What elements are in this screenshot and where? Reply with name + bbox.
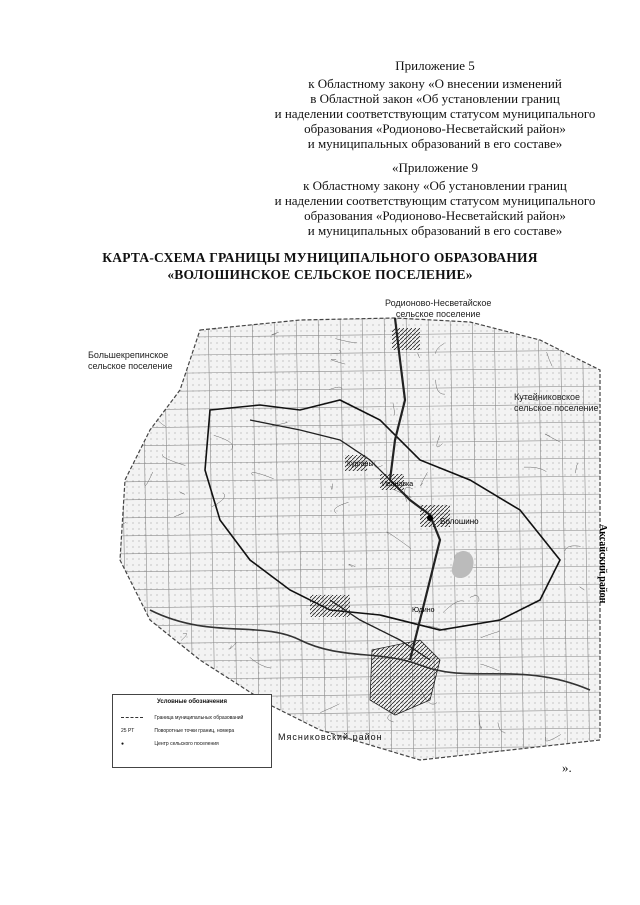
label-west-line-2: сельское поселение — [88, 361, 173, 371]
label-north-neighbor — [385, 298, 491, 320]
legend-points-symbol: 25 PT — [121, 728, 135, 734]
legend-center-symbol: ● — [121, 741, 125, 747]
label-north-line-2: сельское поселение — [395, 309, 481, 319]
legend-row-center — [121, 741, 219, 747]
appendix-5-heading: Приложение 5 — [395, 58, 475, 73]
legend-title: Условные обозначения — [157, 699, 227, 705]
legend-boundary-label: Граница муниципальных образований — [154, 715, 244, 721]
terrain-line — [156, 389, 161, 392]
appendix-5-line: образования «Родионово-Несветайский район» — [304, 121, 566, 136]
settlement-north — [392, 328, 420, 350]
map-title-line-2: «ВОЛОШИНСКОЕ СЕЛЬСКОЕ ПОСЕЛЕНИЕ» — [167, 267, 473, 282]
legend-center-label: Центр сельского поселения — [154, 741, 219, 747]
label-north-line-1: Родионово-Несветайское — [385, 298, 492, 308]
label-yudino: Юдино — [412, 607, 435, 614]
label-east-district-text: Аксайский район — [597, 524, 608, 604]
label-east-neighbor — [514, 392, 599, 414]
terrain-line — [116, 653, 124, 666]
appendix-9-heading: «Приложение 9 — [391, 160, 479, 175]
closing-quote: ». — [562, 760, 572, 775]
appendix-5-line: в Областной закон «Об установлении границ — [310, 91, 560, 106]
settlement-yudino — [310, 595, 350, 617]
map-legend — [112, 694, 272, 768]
label-east-line-1: Кутейниковское — [514, 392, 581, 402]
appendix-9-line: образования «Родионово-Несветайский район» — [304, 208, 566, 223]
label-ivanovka: Ивановка — [382, 481, 414, 488]
legend-points-label: Поворотные точки границ, номера — [154, 728, 235, 734]
appendix-5-line: и наделении соответствующим статусом муниципального — [274, 106, 596, 121]
label-south-district: Мясниковский район — [278, 732, 383, 742]
appendix-9-line: к Областному закону «Об установлении границ — [303, 178, 567, 193]
appendix-5-line: и муниципальных образований в его составе» — [307, 136, 563, 151]
label-west-neighbor — [88, 350, 173, 372]
terrain-line — [103, 478, 124, 493]
legend-boundary-symbol — [121, 717, 143, 718]
label-volochino: Волошино — [440, 517, 479, 526]
legend-row-boundary — [121, 715, 243, 721]
appendix-9-line: и наделении соответствующим статусом муниципального — [274, 193, 596, 208]
terrain-line — [159, 319, 176, 331]
label-west-line-1: Большекрепинское — [88, 350, 169, 360]
terrain-line — [340, 745, 346, 751]
map-title-line-1: КАРТА-СХЕМА ГРАНИЦЫ МУНИЦИПАЛЬНОГО ОБРАЗОВАНИЯ — [102, 250, 538, 265]
appendix-9-line: и муниципальных образований в его составе» — [307, 223, 563, 238]
label-east-line-2: сельское поселение — [514, 403, 599, 413]
legend-row-points — [121, 728, 234, 734]
label-east-district — [574, 520, 614, 620]
label-kurgany: Курганы — [347, 461, 374, 468]
appendix-5-line: к Областному закону «О внесении изменений — [308, 76, 562, 91]
